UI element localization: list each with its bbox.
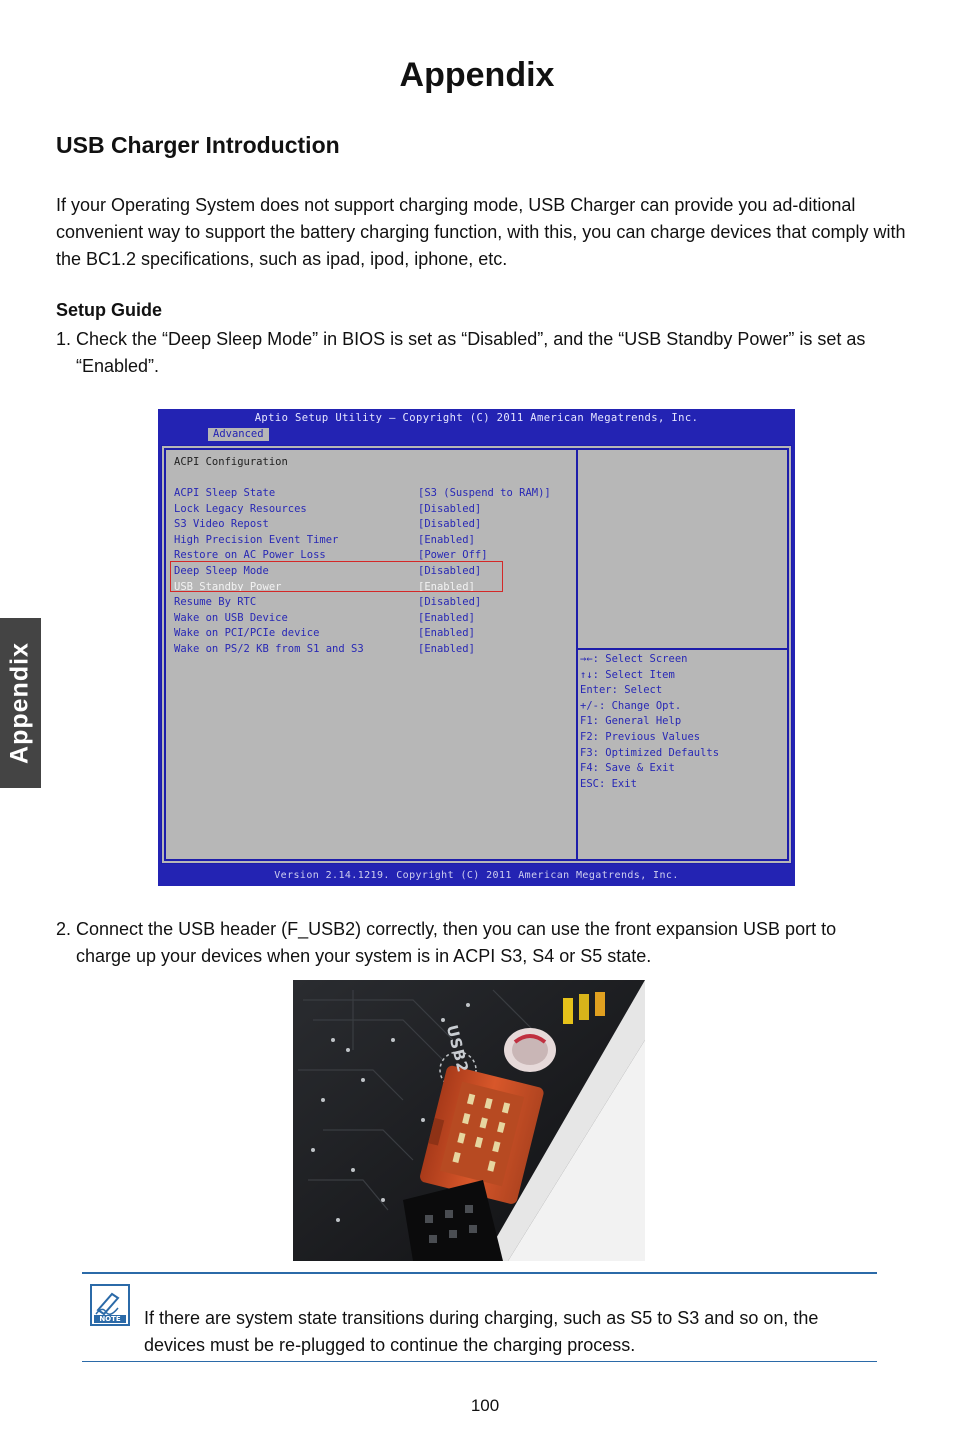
help-item: +/-: Change Opt.: [580, 699, 682, 712]
help-item: ↑↓: Select Item: [580, 668, 675, 681]
help-item: F3: Optimized Defaults: [580, 746, 720, 759]
intro-paragraph: If your Operating System does not support charging mode, USB Charger can provide you ad-ditional convenient way to support the battery charging function, with this, you can charge devices that comply with the BC1.2 specifications, such as ipad, ipod, iphone, etc.: [56, 195, 906, 269]
option-value: [Disabled]: [418, 502, 482, 515]
option-value: [Enabled]: [418, 580, 475, 593]
bios-screenshot: [158, 409, 795, 886]
option-value: [Disabled]: [418, 596, 482, 609]
section-heading: USB Charger Introduction: [56, 132, 340, 158]
option-value: [Enabled]: [418, 533, 475, 546]
side-tab: [0, 618, 41, 788]
option-value: [Enabled]: [418, 642, 475, 655]
option-name: USB Standby Power: [174, 580, 282, 593]
setup-guide-heading: Setup Guide: [56, 300, 163, 320]
option-name: Restore on AC Power Loss: [174, 549, 326, 562]
page-number: 100: [470, 1396, 500, 1415]
option-value: [S3 (Suspend to RAM)]: [418, 487, 551, 499]
note-top-rule: [82, 1272, 877, 1274]
step-1: 1. Check the “Deep Sleep Mode” in BIOS is set as “Disabled”, and the “USB Standby Power” is set as “Enabled”.: [56, 329, 866, 376]
help-item: →←: Select Screen: [580, 653, 688, 665]
help-item: Enter: Select: [580, 684, 663, 697]
option-name: Wake on PS/2 KB from S1 and S3: [174, 642, 364, 655]
option-name: High Precision Event Timer: [174, 533, 339, 546]
motherboard-illustration: [293, 980, 645, 1261]
side-tab-label: Appendix: [5, 642, 34, 764]
page-title: Appendix: [399, 56, 555, 94]
option-name: ACPI Sleep State: [174, 487, 276, 499]
option-name: Lock Legacy Resources: [174, 502, 307, 515]
help-item: ESC: Exit: [580, 777, 637, 790]
note-icon-label: NOTE: [99, 1315, 121, 1323]
bios-body: [161, 445, 792, 864]
help-item: F4: Save & Exit: [580, 762, 675, 775]
note-icon: [90, 1284, 130, 1326]
highlight-box: [170, 561, 503, 592]
step-2: 2. Connect the USB header (F_USB2) correctly, then you can use the front expansion USB port to charge up your devices when your system is in ACPI S3, S4 or S5 state.: [56, 919, 837, 966]
help-item: F1: General Help: [580, 715, 682, 728]
bios-help-list: [578, 653, 719, 793]
option-value: [Enabled]: [418, 611, 475, 624]
bios-footer: Version 2.14.1219. Copyright (C) 2011 American Megatrends, Inc.: [274, 870, 679, 881]
option-name: S3 Video Repost: [174, 518, 269, 531]
option-value: [Disabled]: [418, 518, 482, 531]
bios-tab-advanced: Advanced: [208, 428, 269, 441]
option-name: Resume By RTC: [174, 596, 257, 609]
usb-header-photo: [293, 980, 645, 1261]
option-name: Deep Sleep Mode: [174, 564, 269, 577]
option-name: Wake on PCI/PCIe device: [174, 627, 320, 640]
option-name: Wake on USB Device: [174, 611, 288, 624]
option-value: [Disabled]: [418, 564, 482, 577]
bios-section-heading: ACPI Configuration: [174, 456, 288, 468]
help-item: F2: Previous Values: [580, 730, 701, 743]
board-silkscreen-label: USB2: [442, 1023, 473, 1075]
option-value: [Enabled]: [418, 627, 475, 640]
option-value: [Power Off]: [418, 549, 488, 562]
note-text: If there are system state transitions during charging, such as S5 to S3 and so on, the devices must be re-plugged to continue the charging process.: [144, 1308, 819, 1355]
bios-title: Aptio Setup Utility – Copyright (C) 2011 American Megatrends, Inc.: [254, 412, 699, 424]
bios-description-panel: [578, 448, 789, 650]
note-bottom-rule: [82, 1361, 877, 1362]
